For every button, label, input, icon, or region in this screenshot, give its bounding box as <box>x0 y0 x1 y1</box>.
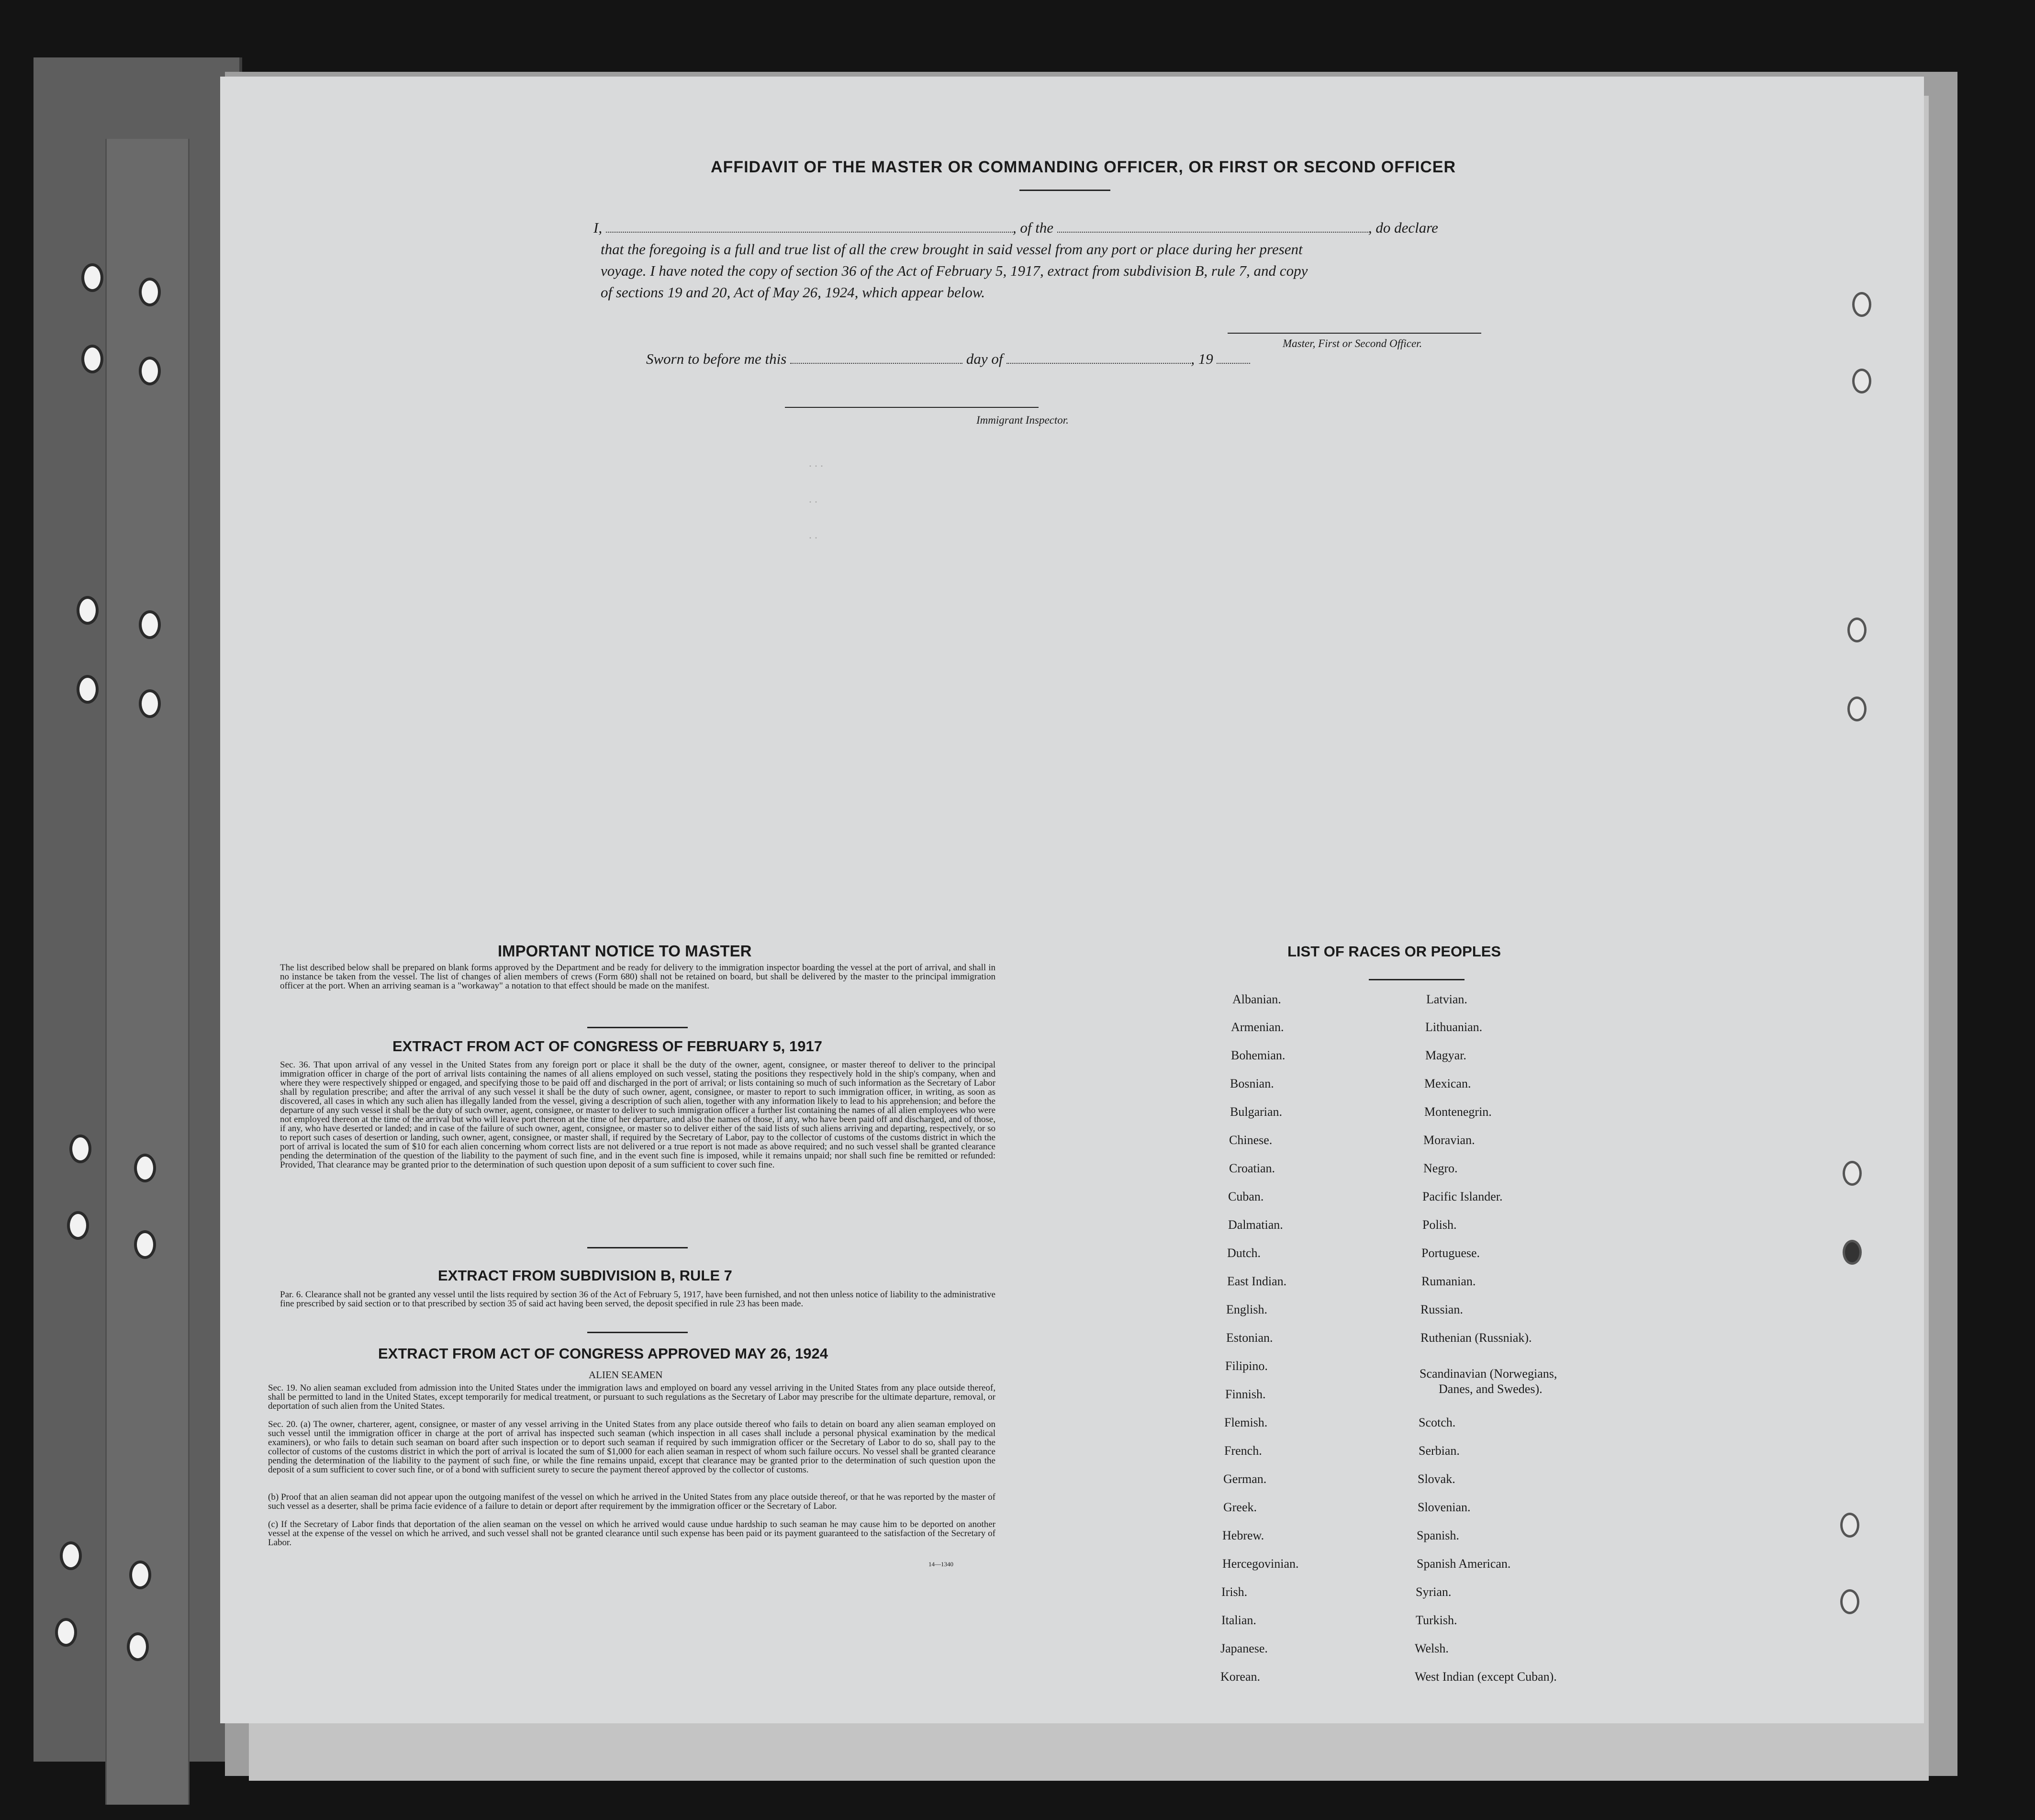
binder-hole <box>127 1632 149 1661</box>
binder-hole <box>139 610 161 639</box>
name-blank[interactable] <box>606 222 1013 233</box>
race-item: Mexican. <box>1424 1077 1471 1090</box>
races-rule <box>1369 979 1465 980</box>
sec20c-body: (c) If the Secretary of Labor finds that deportation of the alien seaman on the vessel on which he arrived would cause undue hardship to such seaman he may cause him to be deported on another vessel at the expense of the vessel on which he arrived, and such vessel shall not be granted clearance until such expense has been paid or its payment guaranteed to the satisfaction of the Secretary of Labor. <box>268 1519 995 1548</box>
race-item: West Indian (except Cuban). <box>1415 1670 1557 1684</box>
race-item: Spanish American. <box>1417 1557 1511 1571</box>
binder-strip <box>34 57 242 1762</box>
race-item: Japanese. <box>1220 1641 1268 1655</box>
binder-hole <box>139 278 161 306</box>
punch-hole <box>1840 1513 1859 1538</box>
race-item: Korean. <box>1220 1670 1261 1684</box>
punch-hole <box>1852 292 1871 317</box>
race-item: Croatian. <box>1229 1161 1275 1175</box>
binder-hole <box>81 345 103 373</box>
title-rule <box>1019 190 1110 191</box>
binder-hole <box>139 357 161 385</box>
race-item: East Indian. <box>1227 1274 1287 1288</box>
affidavit-line-1 <box>593 219 1438 236</box>
punch-hole <box>1843 1240 1862 1265</box>
punch-hole <box>1840 1589 1859 1614</box>
binder-hole <box>60 1541 82 1570</box>
of-the-label: , of the <box>1012 219 1054 236</box>
punch-hole <box>1847 618 1867 642</box>
sec20a-body: Sec. 20. (a) The owner, charterer, agent, consignee, or master of any vessel arriving in the United States from any place outside thereof who fails to detain on board any alien seaman employed on such vessel until the immigration officer in charge at the port of arrival has inspected such seaman (which inspection in all cases shall include a personal physical examination by the medical examiners), or who fails to detain such seaman on board after such inspection or to deport such seaman if required by such immigration officer or the Secretary of Labor to do so, shall pay to the collector of customs of the customs district in which the port of arrival is located the sum of $1,000 for each alien seaman in respect of whom such failure occurs. No vessel shall be granted clearance pending the determination of the liability to the payment of such fine, or while the fine remains unpaid, except that clearance may be granted prior to the determination of such question upon the deposit of a sum sufficient to cover such fine, or of a bond with sufficient surety to secure the payment thereof approved by the collector of customs. <box>268 1419 995 1475</box>
affidavit-title: AFFIDAVIT OF THE MASTER OR COMMANDING OFFICER, OR FIRST OR SECOND OFFICER <box>711 158 1456 176</box>
race-item: Italian. <box>1221 1613 1256 1627</box>
race-item: Dutch. <box>1227 1246 1261 1260</box>
race-item: Finnish. <box>1225 1387 1266 1401</box>
race-item: Russian. <box>1420 1303 1463 1316</box>
races-title: LIST OF RACES OR PEOPLES <box>1287 943 1501 960</box>
master-signature-line[interactable] <box>1228 333 1481 334</box>
race-item: Armenian. <box>1231 1020 1284 1034</box>
extract-1917-body: Sec. 36. That upon arrival of any vessel in the United States from any foreign port or place it shall be the duty of the owner, agent, consignee, or master thereof to deliver to the principal immigration officer in charge of the port of arrival lists containing the names of all aliens employed on such vessel, stating the positions they respectively hold in the ship's company, when and where they were respectively shipped or engaged, and specifying those to be paid off and discharged in the port of arrival; or lists containing so much of such information as the Secretary of Labor shall by regulation prescribe; and after the arrival of any such vessel it shall be the duty of such owner, agent, consignee, or master to report to such immigration officer, in writing, as soon as discovered, all cases in which any such alien has illegally landed from the vessel, giving a description of such alien, together with any information likely to lead to his apprehension; and before the departure of any such vessel it shall be the duty of such owner, agent, consignee, or master to deliver to such immigration officer a further list containing the names of all alien employees who were not employed thereon at the time of the arrival but who will leave port thereon at the time of her departure, and also the names of those, if any, who have been paid off and discharged, and of those, if any, who have deserted or landed; and in case of the failure of such owner, agent, consignee, or master so to deliver either of the said lists of such aliens arriving and departing, respectively, or so to report such cases of desertion or landing, such owner, agent, consignee, or master shall, if required by the Secretary of Labor, pay to the collector of customs of the customs district in which the port of arrival is located the sum of $10 for each alien concerning whom correct lists are not delivered or a true report is not made as above required; and no such vessel shall be granted clearance pending the determination of the question of the liability to the payment of such fine, and in the event such fine is imposed, while it remains unpaid; nor shall such fine be remitted or refunded: Provided, That clearance may be granted prior to the determination of such question upon deposit of a sum sufficient to cover such fine. <box>280 1060 995 1170</box>
affidavit-line-3: voyage. I have noted the copy of section 36 of the Act of February 5, 1917, extract from subdivision B, rule 7, and copy <box>601 262 1308 279</box>
declare-label: , do declare <box>1368 219 1438 236</box>
race-item: Dalmatian. <box>1228 1218 1283 1232</box>
notice-body: The list described below shall be prepared on blank forms approved by the Department and be ready for delivery to the immigration inspector boarding the vessel at the port of arrival, and shall in no instance be taken from the vessel. The list of changes of alien members of crews (Form 680) shall not be retained on board, but shall be delivered by the master to the principal immigration officer at the port. When an arriving seaman is a "workaway" a notation to that effect should be made on the manifest. <box>280 963 995 991</box>
inspector-signature-line[interactable] <box>785 407 1039 408</box>
year-label: , 19 <box>1191 350 1213 367</box>
race-item: Portuguese. <box>1421 1246 1480 1260</box>
race-item: Moravian. <box>1423 1133 1475 1147</box>
day-blank[interactable] <box>790 353 962 364</box>
notice-rule <box>587 1027 688 1028</box>
alien-seamen-subtitle: ALIEN SEAMEN <box>589 1369 663 1381</box>
affidavit-line-2: that the foregoing is a full and true list of all the crew brought in said vessel from any port or place during her present <box>601 241 1303 258</box>
race-item: Hebrew. <box>1222 1528 1264 1542</box>
race-item: Negro. <box>1423 1161 1458 1175</box>
binder-hole <box>134 1230 156 1259</box>
sworn-prefix: Sworn to before me this <box>646 350 787 367</box>
notice-title: IMPORTANT NOTICE TO MASTER <box>498 942 752 960</box>
race-item: Latvian. <box>1426 992 1467 1006</box>
extract-rule7-rule <box>587 1332 688 1333</box>
sworn-line <box>646 350 1250 368</box>
bleed-through-text: . . <box>809 529 817 541</box>
race-item: Flemish. <box>1224 1416 1268 1429</box>
race-item: French. <box>1224 1444 1262 1458</box>
race-item: Slovak. <box>1418 1472 1455 1486</box>
sec20b-body: (b) Proof that an alien seaman did not appear upon the outgoing manifest of the vessel on which he arrived in the United States from any place outside thereof, or that he was reported by the master of such vessel as a deserter, shall be prima facie evidence of a failure to detain or deport after requirement by the immigration officer or the Secretary of Labor. <box>268 1492 995 1511</box>
i-label: I, <box>593 219 603 236</box>
master-caption: Master, First or Second Officer. <box>1283 337 1422 349</box>
inspector-caption: Immigrant Inspector. <box>976 414 1069 426</box>
race-item: Slovenian. <box>1418 1500 1471 1514</box>
binder-hole <box>77 675 99 704</box>
race-item: Hercegovinian. <box>1222 1557 1299 1571</box>
race-item: Scandinavian (Norwegians, <box>1420 1367 1557 1381</box>
extract-rule7-title: EXTRACT FROM SUBDIVISION B, RULE 7 <box>438 1267 732 1284</box>
extract-1917-rule <box>587 1247 688 1248</box>
race-item: Rumanian. <box>1421 1274 1476 1288</box>
race-item: Serbian. <box>1419 1444 1460 1458</box>
race-item: Syrian. <box>1416 1585 1452 1599</box>
vessel-blank[interactable] <box>1057 222 1368 233</box>
race-item: Welsh. <box>1415 1641 1449 1655</box>
binder-hole <box>55 1618 77 1647</box>
race-item: Albanian. <box>1232 992 1281 1006</box>
month-blank[interactable] <box>1006 353 1191 364</box>
race-item: Spanish. <box>1417 1528 1459 1542</box>
year-blank[interactable] <box>1217 353 1250 364</box>
binder-strap <box>105 139 190 1805</box>
race-item: Turkish. <box>1416 1613 1457 1627</box>
punch-hole <box>1843 1161 1862 1186</box>
race-item: Polish. <box>1422 1218 1457 1232</box>
race-item: Scotch. <box>1419 1416 1456 1429</box>
extract-1924-title: EXTRACT FROM ACT OF CONGRESS APPROVED MAY 26, 1924 <box>378 1345 828 1362</box>
race-item: Filipino. <box>1225 1359 1268 1373</box>
binder-hole <box>134 1154 156 1182</box>
race-item: Irish. <box>1221 1585 1248 1599</box>
race-item: Bulgarian. <box>1230 1105 1283 1119</box>
race-item: Magyar. <box>1425 1048 1466 1062</box>
binder-hole <box>139 689 161 718</box>
race-item: Lithuanian. <box>1425 1020 1483 1034</box>
bleed-through-text: . . . <box>809 457 823 470</box>
race-item: English. <box>1226 1303 1267 1316</box>
race-item: Bohemian. <box>1231 1048 1286 1062</box>
race-item: Ruthenian (Russniak). <box>1420 1331 1532 1345</box>
race-item: Danes, and Swedes). <box>1439 1382 1543 1396</box>
extract-rule7-body: Par. 6. Clearance shall not be granted any vessel until the lists required by section 36 of the Act of February 5, 1917, have been furnished, and not then unless notice of liability to the administrative fine prescribed by said section or to that prescribed by section 35 of said act having been served, the deposit specified in rule 23 has been made. <box>280 1290 995 1309</box>
binder-hole <box>77 596 99 625</box>
binder-hole <box>81 263 103 292</box>
race-item: Cuban. <box>1228 1190 1264 1203</box>
race-item: Estonian. <box>1226 1331 1273 1345</box>
day-of-label: day of <box>966 350 1003 367</box>
binder-hole <box>69 1135 91 1163</box>
form-number: 14—1340 <box>928 1561 953 1568</box>
race-item: Montenegrin. <box>1424 1105 1492 1119</box>
sec19-body: Sec. 19. No alien seaman excluded from admission into the United States under the immigration laws and employed on board any vessel arriving in the United States from any place outside thereof, shall be permitted to land in the United States, except temporarily for medical treatment, or pursuant to such regulations as the Secretary of Labor may prescribe for the ultimate departure, removal, or deportation of such alien from the United States. <box>268 1383 995 1411</box>
binder-hole <box>67 1211 89 1240</box>
race-item: Pacific Islander. <box>1422 1190 1503 1203</box>
race-item: German. <box>1223 1472 1267 1486</box>
punch-hole <box>1847 697 1867 721</box>
bleed-through-text: . . <box>809 493 817 506</box>
binder-hole <box>129 1561 151 1589</box>
punch-hole <box>1852 369 1871 393</box>
affidavit-line-4: of sections 19 and 20, Act of May 26, 1924, which appear below. <box>601 284 985 301</box>
race-item: Greek. <box>1223 1500 1257 1514</box>
form-page <box>220 77 1924 1723</box>
race-item: Chinese. <box>1229 1133 1273 1147</box>
race-item: Bosnian. <box>1230 1077 1274 1090</box>
extract-1917-title: EXTRACT FROM ACT OF CONGRESS OF FEBRUARY 5, 1917 <box>392 1038 822 1055</box>
